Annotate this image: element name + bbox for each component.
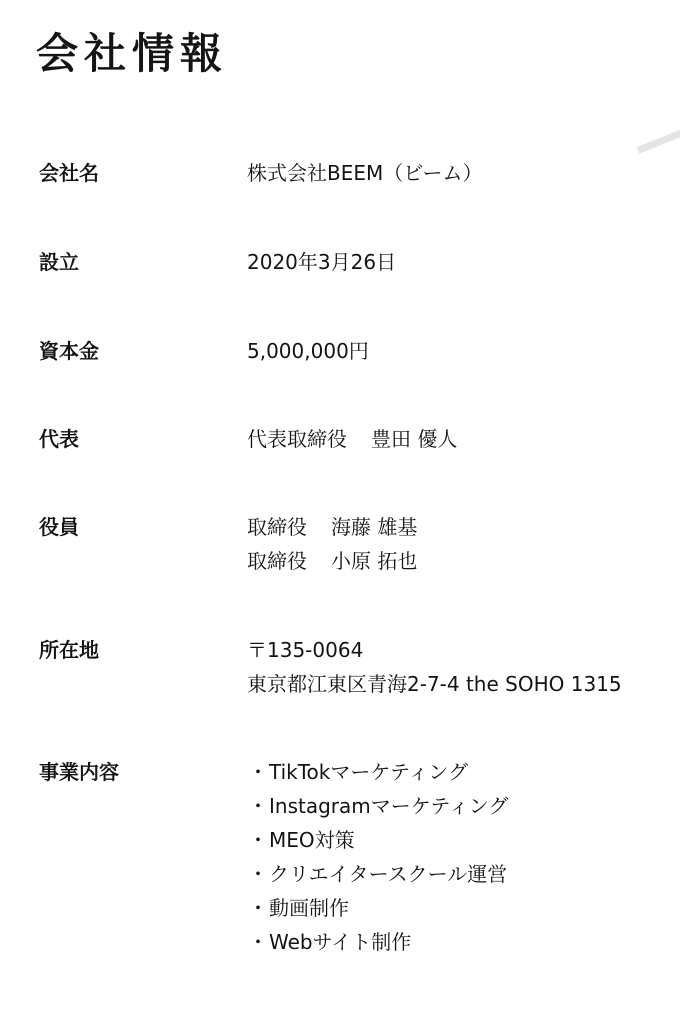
founded-label: 設立 [39,250,79,274]
business-label: 事業内容 [39,760,119,784]
officer-title: 取締役 [247,515,307,539]
list-item: ・Instagramマーケティング [248,794,509,818]
address-value [247,633,622,701]
representative-name: 豊田 優人 [371,427,458,451]
officer-name: 海藤 雄基 [331,515,418,539]
capital-label: 資本金 [39,339,99,363]
officer-title: 取締役 [247,549,307,573]
business-list [247,755,508,959]
list-item: ・クリエイタースクール運営 [248,862,508,886]
founded-value: 2020年3月26日 [247,250,397,274]
street-address: 東京都江東区青海2-7-4 the SOHO 1315 [247,672,622,696]
representative-label: 代表 [39,427,79,451]
list-item: ・動画制作 [248,896,349,920]
list-item: ・MEO対策 [248,828,355,852]
representative-title: 代表取締役 [247,427,347,451]
address-label: 所在地 [39,638,99,662]
capital-value: 5,000,000円 [247,339,369,363]
officer-item [247,544,417,578]
company-name-value: 株式会社BEEM（ビーム） [247,161,483,185]
company-name-label: 会社名 [39,161,99,185]
list-item: ・TikTokマーケティング [248,760,468,784]
officers-label: 役員 [39,515,79,539]
officer-item [247,510,417,544]
postal-code: 〒135-0064 [247,638,364,662]
decorative-line [637,125,680,154]
officer-name: 小原 拓也 [331,549,418,573]
officers-value [247,510,417,578]
list-item: ・Webサイト制作 [248,930,412,954]
representative-value [247,422,457,456]
page-title: 会社情報 [36,29,229,78]
